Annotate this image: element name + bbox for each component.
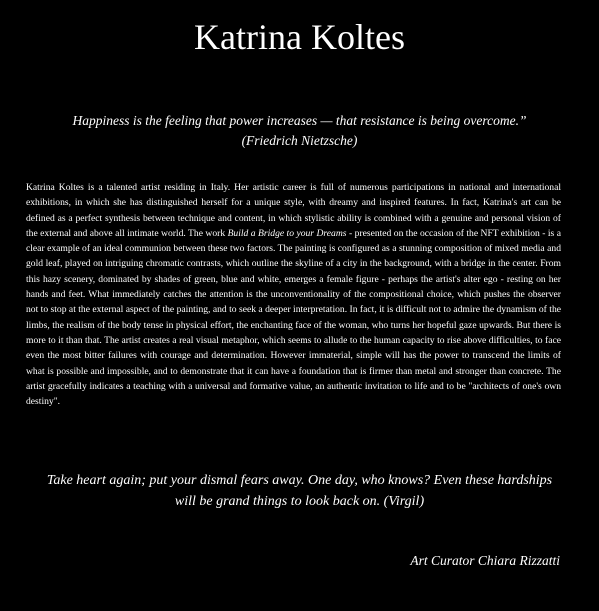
curator-signature: Art Curator Chiara Rizzatti bbox=[410, 553, 560, 568]
nietzsche-quote-attribution: (Friedrich Nietzsche) bbox=[241, 133, 358, 148]
critique-part-1: Katrina Koltes is a talented artist residing in Italy. Her artistic career is full of numerous participations in national and international exhibitions, in which she has distinguished herself for a unique style, with dreamy and inspired features. In fact, Katrina's art can be defined as a perfect synthesis between technique and content, in which stylistic ability is combined with a genuine and personal vision of the external and above all intimate world. The work bbox=[26, 182, 561, 239]
virgil-quote-line-1: Take heart again; put your dismal fears away. One day, who knows? Even these hardships bbox=[46, 473, 553, 488]
nietzsche-quote-text: Happiness is the feeling that power increases — that resistance is being overcome.” bbox=[72, 113, 527, 128]
virgil-quote-line-2: will be grand things to look back on. (Virgil) bbox=[174, 494, 425, 509]
critique-part-2: - presented on the occasion of the NFT exhibition - is a clear example of an ideal communion between these two factors. The painting is configured as a stunning composition of mixed media and gold leaf, played on intriguing chromatic contrasts, which outline the skyline of a city in the background, with a bridge in the center. From this hazy scenery, dominated by shades of green, blue and white, emerges a female figure - perhaps the artist's alter ego - resting on her hands and feet. What immediately catches the attention is the unconventionality of the compositional choice, which pushes the observer not to stop at the external aspect of the painting, and to seek a deeper interpretation. In fact, it is difficult not to admire the dynamism of the limbs, the realism of the body tense in physical effort, the enchanting face of the woman, who turns her hopeful gaze upwards. But there is more to it than that. The artist creates a real visual metaphor, which seems to allude to the human capacity to rise above difficulties, to face even the most bitter failures with courage and determination. However immaterial, simple will has the power to transcend the limits of what is possible and impossible, and to demonstrate that it can have a foundation that is firmer than metal and stronger than concrete. The artist gracefully indicates a teaching with a universal and formative value, an authentic invitation to life and to be "architects of one's own destiny". bbox=[26, 227, 561, 408]
curator-critique-text bbox=[26, 180, 561, 409]
artist-name-title: Katrina Koltes bbox=[194, 17, 405, 57]
virgil-quote bbox=[20, 470, 579, 512]
artwork-title: Build a Bridge to your Dreams bbox=[227, 227, 347, 239]
nietzsche-quote bbox=[20, 111, 579, 151]
